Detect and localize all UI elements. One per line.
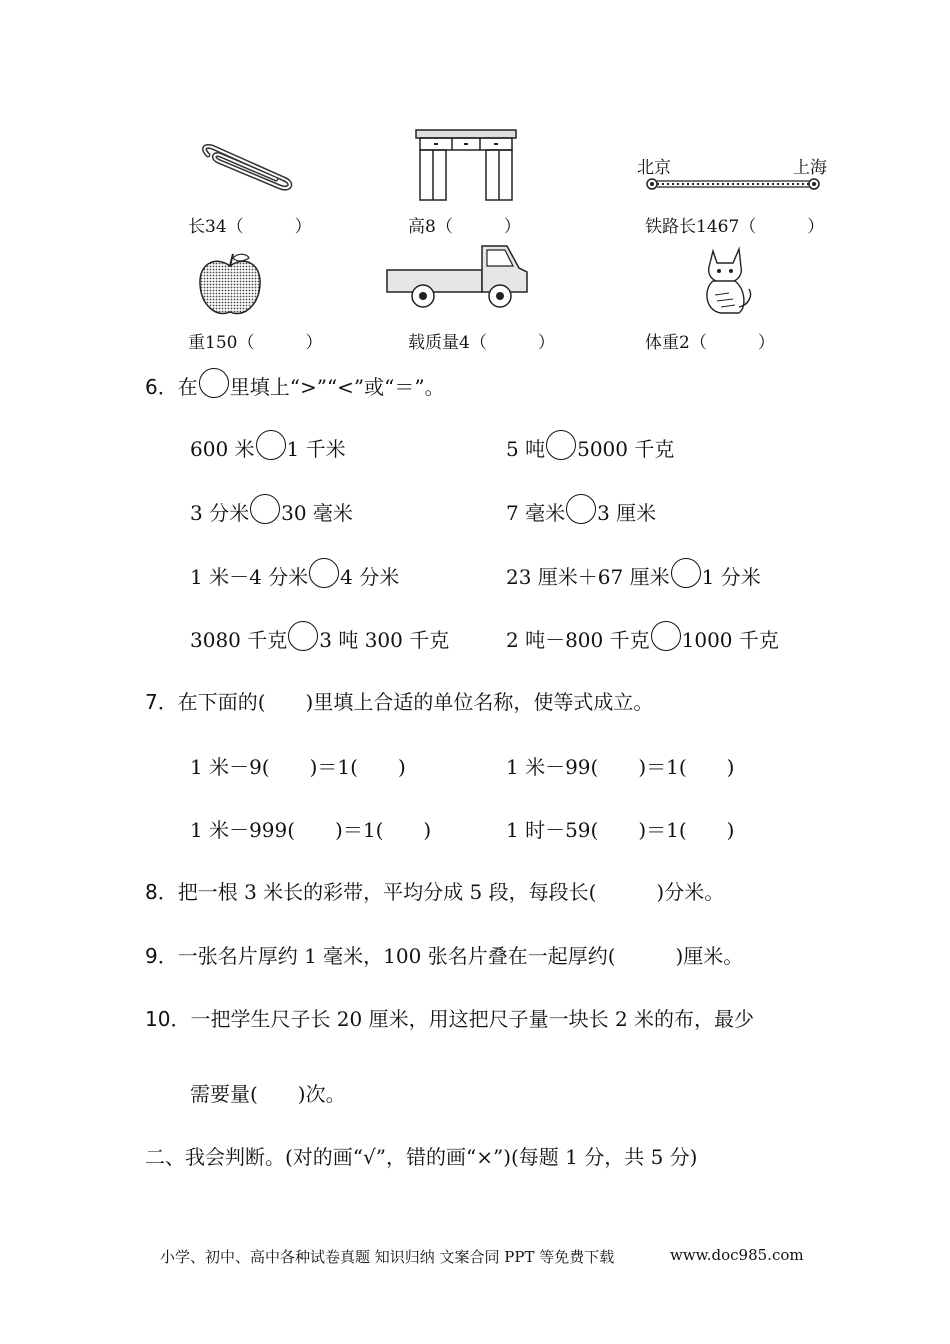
q6-item-1: 600 米 1 千米 [190,430,346,462]
compare-circle[interactable] [671,558,701,588]
railway-from: 北京 [637,158,671,178]
railway-to: 上海 [793,158,827,178]
apple-label: 重150（ ） [188,333,323,353]
q10-number: 10 [145,1007,171,1031]
q6-number: 6 [145,375,158,399]
compare-circle[interactable] [651,621,681,651]
apple-icon [197,250,267,320]
q6-item-5: 1 米－4 分米 4 分米 [190,558,399,590]
compare-circle [199,368,229,398]
q9-text: 9．一张名片厚约 1 毫米，100 张名片叠在一起厚约( )厘米。 [145,944,744,968]
q8-number: 8 [145,880,158,904]
railway-line-icon [645,177,825,191]
compare-circle[interactable] [309,558,339,588]
truck-icon [385,240,530,310]
truck-label: 载质量4（ ） [408,333,555,353]
q7-item-4: 1 时－59( )＝1( ) [506,818,735,842]
q7-item-3: 1 米－999( )＝1( ) [190,818,432,842]
q6-item-7: 3080 千克 3 吨 300 千克 [190,621,449,653]
q9-number: 9 [145,944,158,968]
compare-circle[interactable] [256,430,286,460]
section2-heading: 二、我会判断。(对的画“√”，错的画“×”)(每题 1 分，共 5 分) [145,1145,698,1169]
q8-text: 8．把一根 3 米长的彩带，平均分成 5 段，每段长( )分米。 [145,880,725,904]
q6-item-2: 5 吨 5000 千克 [506,430,674,462]
q7-number: 7 [145,690,158,714]
clip-label: 长34（ ） [188,217,312,237]
paper-clip-icon [200,145,295,190]
q6-item-6: 23 厘米＋67 厘米 1 分米 [506,558,761,590]
q6-item-8: 2 吨－800 千克 1000 千克 [506,621,779,653]
compare-circle[interactable] [250,494,280,524]
desk-icon [416,130,516,202]
q7-item-2: 1 米－99( )＝1( ) [506,755,735,779]
q6-item-3: 3 分米 30 毫米 [190,494,353,526]
q6-text: 6．在 里填上“>”“<”或“＝”。 [145,368,445,400]
cat-icon [695,245,755,317]
cat-label: 体重2（ ） [645,333,775,353]
compare-circle[interactable] [288,621,318,651]
q10-text-continued: 需要量( )次。 [190,1082,346,1106]
q7-text: 7．在下面的( )里填上合适的单位名称，使等式成立。 [145,690,654,714]
compare-circle[interactable] [566,494,596,524]
q7-item-1: 1 米－9( )＝1( ) [190,755,406,779]
compare-circle[interactable] [546,430,576,460]
q6-item-4: 7 毫米 3 厘米 [506,494,656,526]
footer-text: 小学、初中、高中各种试卷真题 知识归纳 文案合同 PPT 等免费下载 [160,1248,615,1266]
footer-url[interactable]: www.doc985.com [670,1246,804,1264]
q10-text: 10．一把学生尺子长 20 厘米，用这把尺子量一块长 2 米的布，最少 [145,1007,755,1031]
desk-label: 高8（ ） [408,217,521,237]
railway-label: 铁路长1467（ ） [645,217,825,237]
